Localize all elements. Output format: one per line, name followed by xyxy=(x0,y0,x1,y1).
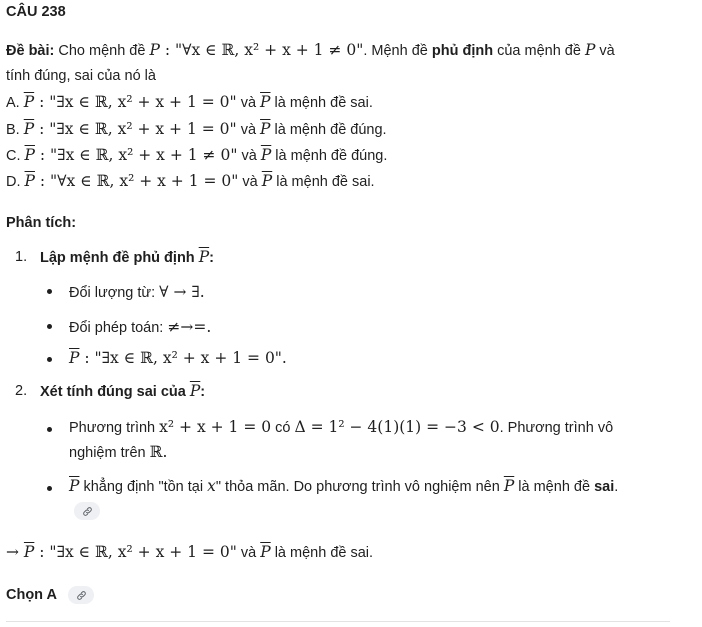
bullet-dot xyxy=(47,357,52,362)
bottom-divider xyxy=(6,621,670,622)
problem-statement-math: : "∀x ∈ ℝ, x² + x + 1 ≠ 0" xyxy=(159,41,364,59)
step-2-title: Xét tính đúng sai của $\overline{P}$: xyxy=(40,382,206,400)
math-P-bar: $\overline{P}$ xyxy=(24,146,35,164)
bullet-dot xyxy=(47,486,52,491)
option-c: C. $\overline{P}$ : "∃x ∈ ℝ, x² + x + 1 ≠ 0" và $\overline{P}$ là mệnh đề đúng. xyxy=(6,146,388,164)
bullet-dot xyxy=(47,324,52,329)
source-link-chip[interactable] xyxy=(74,502,100,520)
math-P-bar: $\overline{P}$ xyxy=(23,120,35,138)
neg-word: phủ định xyxy=(431,43,494,59)
problem-label: Đề bài: xyxy=(6,43,55,59)
bullet-dot xyxy=(47,427,52,432)
math-P-bar: $\overline{P}$ xyxy=(198,248,210,266)
step-1-bullet-3: $\overline{P}$ : "∃x ∈ ℝ, x² + x + 1 = 0". xyxy=(69,349,287,367)
step-2-bullet-1-line-1: Phương trình x² + x + 1 = 0 có Δ = 1² − 4(1)(1) = −3 < 0. Phương trình vô xyxy=(69,418,614,436)
option-a: A. $\overline{P}$ : "∃x ∈ ℝ, x² + x + 1 = 0" và $\overline{P}$ là mệnh đề sai. xyxy=(6,93,373,111)
math-P-bar: $\overline{P}$ xyxy=(23,543,35,561)
step-2-number: 2. xyxy=(15,383,28,399)
problem-line-2: tính đúng, sai của nó là xyxy=(6,68,156,84)
answer-link-chip[interactable] xyxy=(68,586,94,604)
math-P-bar: $\overline{P}$ xyxy=(23,93,35,111)
option-b: B. $\overline{P}$ : "∃x ∈ ℝ, x² + x + 1 = 0" và $\overline{P}$ là mệnh đề đúng. xyxy=(6,120,387,138)
problem-line-1: Đề bài: Cho mệnh đề P : "∀x ∈ ℝ, x² + x + 1 ≠ 0". Mệnh đề phủ định của mệnh đề P và xyxy=(6,41,615,59)
step-2-bullet-2: $\overline{P}$ khẳng định "tồn tại x" thỏa mãn. Do phương trình vô nghiệm nên $\overline{P}$ là mệnh đề sai. xyxy=(69,477,619,495)
link-icon xyxy=(82,506,93,517)
bullet-dot xyxy=(47,289,52,294)
step-1-title: Lập mệnh đề phủ định $\overline{P}$: xyxy=(40,248,214,266)
analysis-heading: Phân tích: xyxy=(6,215,77,231)
step-2-bullet-1-line-2: nghiệm trên ℝ. xyxy=(69,443,168,461)
math-P-bar: $\overline{P}$ xyxy=(189,382,201,400)
link-icon xyxy=(76,590,87,601)
answer-label: Chọn A xyxy=(6,587,58,603)
math-P-bar: $\overline{P}$ xyxy=(24,172,35,190)
conclusion-line: → $\overline{P}$ : "∃x ∈ ℝ, x² + x + 1 = 0" và $\overline{P}$ là mệnh đề sai. xyxy=(6,543,374,561)
step-1-bullet-1: Đổi lượng từ: ∀ → ∃. xyxy=(69,283,205,301)
step-1-number: 1. xyxy=(15,249,28,265)
math-P-bar: $\overline{P}$ xyxy=(69,349,80,367)
question-title: CÂU 238 xyxy=(6,4,66,20)
math-P: P xyxy=(149,41,160,59)
step-1-bullet-2: Đổi phép toán: ≠→=. xyxy=(69,318,212,336)
math-P-bar: $\overline{P}$ xyxy=(69,477,80,495)
option-d: D. $\overline{P}$ : "∀x ∈ ℝ, x² + x + 1 = 0" và $\overline{P}$ là mệnh đề sai. xyxy=(6,172,375,190)
